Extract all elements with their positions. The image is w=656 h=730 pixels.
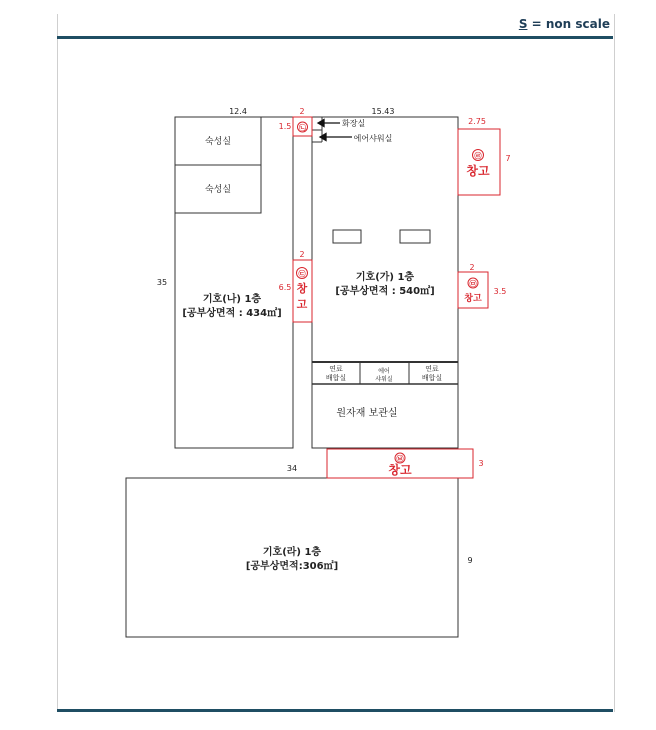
dim-34: 34 (286, 464, 298, 473)
dim-12-4: 12.4 (229, 107, 247, 116)
dim-1-5: 1.5 (278, 122, 292, 131)
warehouse-ma-mark: ㉤ (469, 280, 477, 288)
fuel-room-1-label-a: 연료 (329, 365, 343, 373)
dim-2-mid: 2 (299, 250, 305, 259)
dim-2-right: 2 (469, 263, 475, 272)
air-shower-label: 에어샤워실 (353, 134, 393, 143)
fuel-room-2-label-b: 배합실 (421, 374, 443, 382)
warehouse-da-mark: ㉢ (298, 270, 306, 278)
machine-2 (400, 230, 430, 243)
air-small-label-b: 샤워실 (375, 376, 393, 383)
restroom-arrow-head (318, 120, 324, 127)
warehouse-ra-label: 창고 (466, 164, 490, 178)
dim-2-top: 2 (299, 107, 305, 116)
warehouse-ra-mark: ㉣ (474, 152, 482, 160)
dim-9: 9 (467, 556, 473, 565)
air-small-label-a: 에어 (378, 368, 390, 375)
bldg-ra-area: [공부상면적:306㎡] (245, 561, 339, 572)
air-shower-arrow-head (320, 134, 326, 141)
bldg-na-area: [공부상면적 : 434㎡] (182, 308, 282, 319)
dim-3-5: 3.5 (493, 287, 507, 296)
warehouse-ba-label: 창고 (388, 463, 412, 477)
warehouse-da-label-1: 창 (296, 282, 308, 295)
raw-storage-label: 원자재 보관실 (336, 408, 398, 419)
dorm-2-label: 숙성실 (204, 185, 232, 195)
bldg-na-title: 기호(나) 1층 (202, 294, 262, 305)
bldg-ga-area: [공부상면적 : 540㎡] (335, 286, 435, 297)
dorm-1-label: 숙성실 (204, 137, 232, 147)
dim-35: 35 (156, 278, 168, 287)
dim-6-5: 6.5 (278, 283, 292, 292)
fuel-room-1-label-b: 배합실 (325, 374, 347, 382)
fuel-room-2-label-a: 연료 (425, 365, 439, 373)
dim-15-43: 15.43 (371, 107, 395, 116)
warehouse-ba-mark: ㉥ (396, 455, 404, 463)
warehouse-da-label-2: 고 (296, 298, 308, 311)
bldg-ra-title: 기호(라) 1층 (262, 547, 322, 558)
bldg-na-outline (175, 117, 293, 448)
machine-1 (333, 230, 361, 243)
warehouse-ma-label: 창고 (464, 294, 482, 304)
warehouse-la-mark: ㉡ (299, 124, 306, 132)
dim-7: 7 (505, 154, 511, 163)
bldg-ga-title: 기호(가) 1층 (355, 272, 415, 283)
warehouse-ra (458, 129, 500, 195)
scale-letter: S (518, 17, 528, 31)
scale-text: = non scale (527, 17, 610, 31)
dim-2-75: 2.75 (468, 117, 486, 126)
restroom-label: 화장실 (342, 119, 366, 128)
dim-3: 3 (478, 459, 484, 468)
